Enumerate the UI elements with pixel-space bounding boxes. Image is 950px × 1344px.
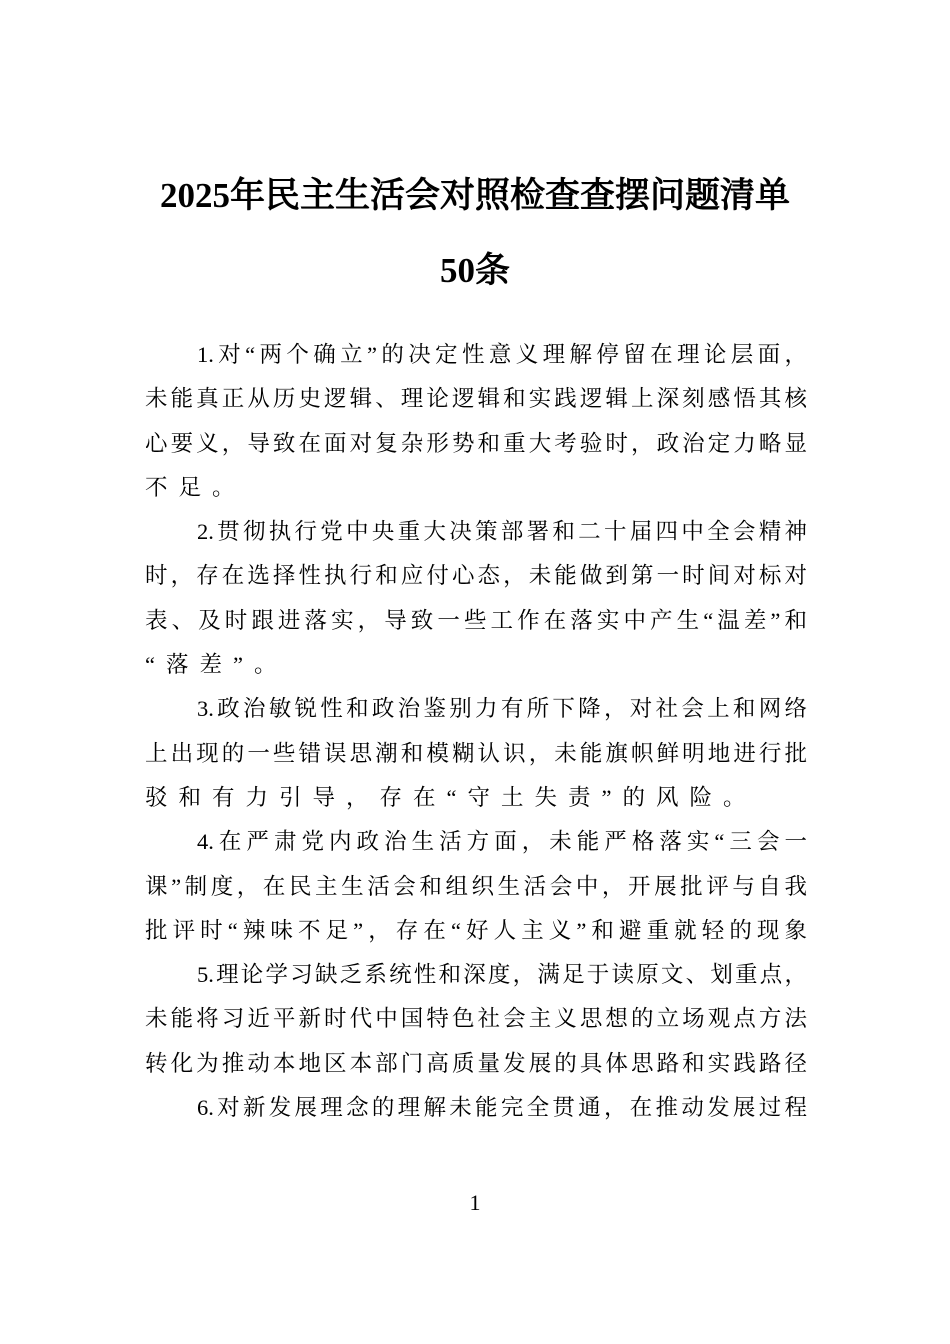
paragraph-line: 不足。 (145, 474, 246, 500)
paragraph-line: 6.对新发展理念的理解未能完全贯通，在推动发展过程 (197, 1095, 807, 1121)
document-body (145, 338, 807, 1135)
paragraph-line: 转化为推动本地区本部门高质量发展的具体思路和实践路径 (145, 1050, 807, 1076)
paragraph-line: “落差”。 (145, 652, 288, 678)
document-title-line-2: 50条 (439, 251, 510, 290)
paragraph-item-5 (145, 958, 807, 1091)
paragraph-item-3 (145, 692, 807, 825)
paragraph-item-4 (145, 825, 807, 958)
document-title-line-1: 2025年民主生活会对照检查查摆问题清单 (159, 176, 790, 215)
paragraph-line: 表、及时跟进落实，导致一些工作在落实中产生“温差”和 (145, 607, 807, 633)
paragraph-line: 批评时“辣味不足”，存在“好人主义”和避重就轻的现象 (145, 917, 807, 943)
paragraph-item-6 (145, 1091, 807, 1135)
paragraph-line: 2.贯彻执行党中央重大决策部署和二十届四中全会精神 (197, 519, 807, 545)
paragraph-line: 上出现的一些错误思潮和模糊认识，未能旗帜鲜明地进行批 (145, 740, 807, 766)
paragraph-line: 时，存在选择性执行和应付心态，未能做到第一时间对标对 (145, 563, 807, 589)
paragraph-line: 心要义，导致在面对复杂形势和重大考验时，政治定力略显 (145, 430, 807, 456)
paragraph-line: 未能将习近平新时代中国特色社会主义思想的立场观点方法 (145, 1006, 807, 1032)
paragraph-line: 驳和有力引导，存在“守土失责”的风险。 (145, 784, 757, 810)
paragraph-line: 课”制度，在民主生活会和组织生活会中，开展批评与自我 (145, 873, 807, 899)
paragraph-line: 4.在严肃党内政治生活方面，未能严格落实“三会一 (197, 829, 807, 855)
paragraph-line: 1.对“两个确立”的决定性意义理解停留在理论层面， (197, 342, 807, 367)
paragraph-line: 未能真正从历史逻辑、理论逻辑和实践逻辑上深刻感悟其核 (145, 386, 807, 412)
paragraph-line: 5.理论学习缺乏系统性和深度，满足于读原文、划重点， (197, 962, 807, 988)
paragraph-line: 3.政治敏锐性和政治鉴别力有所下降，对社会上和网络 (197, 696, 807, 722)
paragraph-item-2 (145, 515, 807, 692)
paragraph-item-1 (145, 338, 807, 515)
page-number: 1 (469, 1190, 481, 1215)
